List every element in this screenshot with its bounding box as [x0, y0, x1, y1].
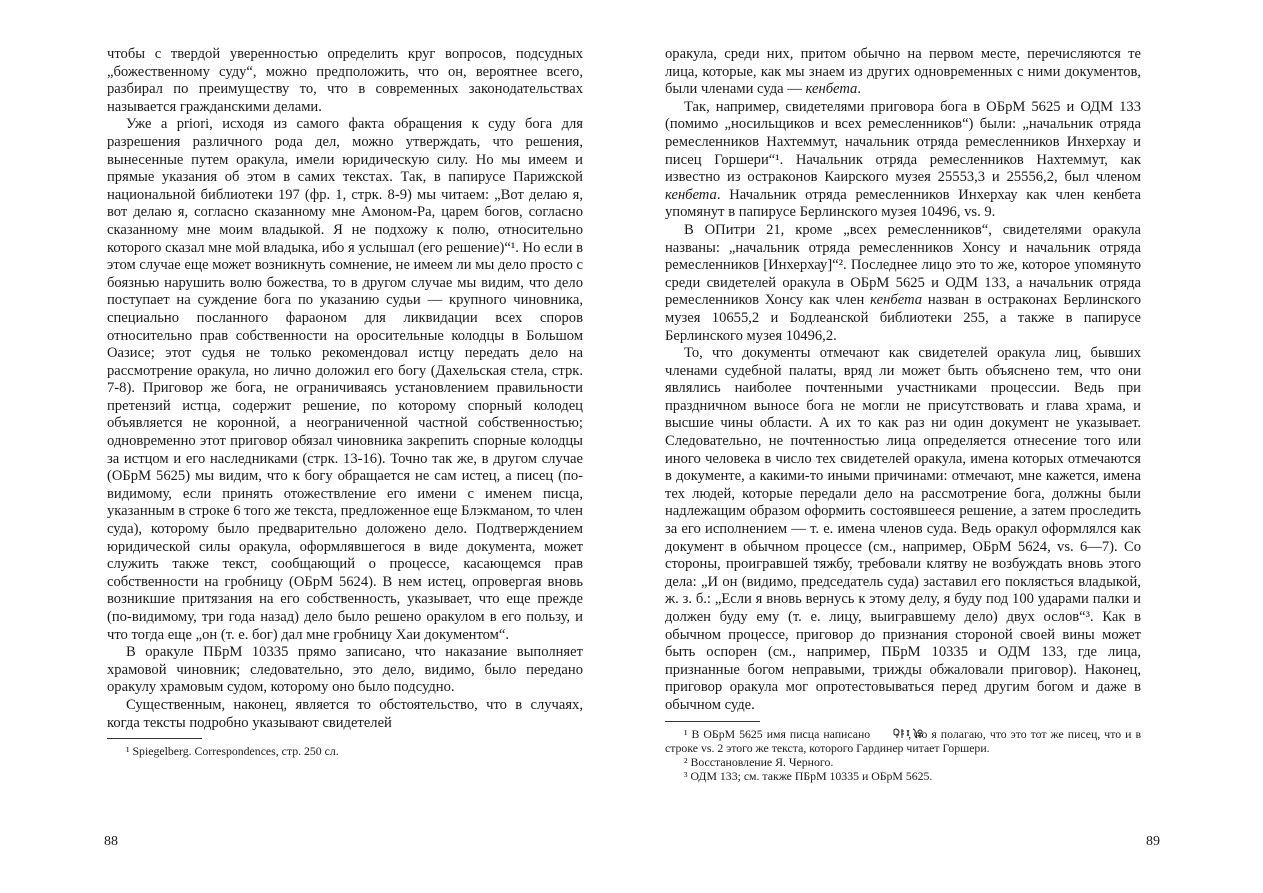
page-number-right: 89: [1146, 834, 1160, 849]
page-number-left: 88: [104, 834, 118, 849]
footnotes: [665, 727, 1141, 783]
paragraph: В оракуле ПБрМ 10335 прямо записано, что наказание выполняет храмовой чиновник; следовательно, это дело, видимо, было передано оракулу храмовым судом, которому оно было подсудно.: [107, 644, 583, 696]
footnotes: [107, 744, 583, 758]
hieroglyph-name-icon: [874, 728, 908, 739]
paragraph: То, что документы отмечают как свидетелей оракула лиц, бывших членами судебной палаты, вряд ли может быть объяснено тем, что они являлись наиболее почтенными участниками процессии. Ведь при праздничном выносе бога не могли не присутствовать и глава храма, и высшие чины области. А их то как раз ни один документ не указывает. Следовательно, не почтенностью лица определяется отнесение того или иного человека в число тех свидетелей оракула, имена которых отмечаются в документе, а какими-то иными причинами: отмечают, мне кажется, имена тех людей, которые передали дело на рассмотрение бога, должны были надлежащим образом оформить состоявшееся решение, а затем проследить за его исполнением — т. е. имена членов суда. Ведь оракул оформлялся как документ в обычном процессе (см., например, ОБрМ 5624, vs. 6—7). Со стороны, проигравшей тяжбу, требовали клятву не возбуждать вновь этого дела: „И он (видимо, председатель суда) заставил его поклясться владыкой, ж. з. б.: „Если я вновь вернусь к этому делу, я буду под 100 ударами палки и должен буду ему (т. е. лицу, выигравшему дело) двух ослов“³. Как в обычном процессе, приговор до признания стороной своей вины может быть оспорен (см., например, ПБрМ 10335 и ОДМ 133, где лица, признанные богом неправыми, трижды обжаловали приговор). Наконец, приговор оракула мог опротестовываться перед другим богом и даже в обычном суде.: [665, 345, 1141, 713]
paragraph: чтобы с твердой уверенностью определить круг вопросов, подсудных „божественному суду“, можно предположить, что он, вероятнее всего, разбирал по преимуществу то, что в современных законодательствах называется гражданскими делами.: [107, 46, 583, 115]
footnote: ² Восстановление Я. Черного.: [684, 754, 834, 769]
footnote-divider: [665, 721, 760, 722]
footnote: ¹ Spiegelberg. Correspondences, стр. 250 сл.: [126, 744, 339, 759]
footnote: ³ ОДМ 133; см. также ПБрМ 10335 и ОБрМ 5625.: [684, 768, 933, 783]
right-page: [665, 46, 1141, 846]
footnote-divider: [107, 738, 202, 739]
footnote: ¹ В ОБрМ 5625 имя писца написано , но я полагаю, что это тот же писец, что и в строке vs. 2 этого же текста, которого Гардинер читает Горшери.: [665, 726, 1142, 755]
left-page: [107, 46, 583, 846]
paragraph: оракула, среди них, притом обычно на первом месте, перечисляются те лица, которые, как мы знаем из других одновременных с ними документов, были членами суда — кенбета.: [665, 46, 1141, 98]
paragraph: В ОПитри 21, кроме „всех ремесленников“, свидетелями оракула названы: „начальник отряда ремесленников Хонсу и начальник отряда ремесленников [Инхерхау]“². Последнее лицо это то же, которое упомянуто среди свидетелей оракула в ОБрМ 5625 и ОДМ 133, а начальник отряда ремесленников Хонсу как член кенбета назван в остраконах Берлинского музея 10655,2 и Бодлеанской библиотеки 255, а также в папирусе Берлинского музея 10496,2.: [665, 221, 1141, 344]
paragraph: Существенным, наконец, является то обстоятельство, что в случаях, когда тексты подробно указывают свидетелей: [107, 696, 583, 731]
paragraph: Уже a priori, исходя из самого факта обращения к суду бога для разрешения различного рода дел, можно утверждать, что решения, вынесенные путем оракула, имели юридическую силу. Но мы имеем и прямые указания об этом в самих текстах. Так, в папирусе Парижской национальной библиотеки 197 (фр. 1, стрк. 8-9) мы читаем: „Вот делаю я, вот делаю я, согласно сказанному мне Амоном-Ра, царем богов, согласно сказанному мне моим владыкой. Я не подхожу к полю, относительно которого сказал мне мой владыка, ибо я услышал (его решение)“¹. Но если в этом случае еще может возникнуть сомнение, не имеем ли мы дело просто с боязнью нарушить волю божества, то в другом случае мы видим, что дело поступает на суждение бога по указанию судьи — крупного чиновника, специально посланного фараоном для ликвидации всех споров относительно прав собственности на оросительные колодцы в Большом Оазисе; этот судья не только рекомендовал истцу передать дело на рассмотрение оракула, но лично доложил его богу (Дахельская стела, стрк. 7-8). Приговор же бога, не ограничиваясь установлением правильности претензий истца, содержит решение, по которому спорный колодец объявляется не коронной, а неограниченной частной собственностью; одновременно этот приговор обязал чиновника закрепить спорные колодцы за истцом и его наследниками (стрк. 13-16). Точно так же, в другом случае (ОБрМ 5625) мы видим, что к богу обращается не сам истец, а писец (по-видимому, если принять отожествление его имени с именем писца, указанным в строке 6 того же текста, предложенное еще Блэкманом, то член суда), которому было предварительно доложено дело. Подтверждением юридической силы оракула, оформлявшегося в виде документа, может служить также текст, сообщающий о процессе, касающемся прав собственности на гробницу (ОБрМ 5624). В нем истец, опровергая вновь возникшие притязания на его собственность, указывает, что еще прежде (по-видимому, три года назад) дело было решено оракулом в его пользу, и что тогда еще „он (т. е. бог) дал мне гробницу Хаи документом“.: [107, 116, 583, 643]
paragraph: Так, например, свидетелями приговора бога в ОБрМ 5625 и ОДМ 133 (помимо „носильщиков и всех ремесленников“) были: „начальник отряда ремесленников Нахтеммут, начальник отряда ремесленников Инхерхау и писец Горшери“¹. Начальник отряда ремесленников Нахтеммут, как известно из остраконов Каирского музея 25553,3 и 25556,2, был членом кенбета. Начальник отряда ремесленников Инхерхау как член кенбета упомянут в папирусе Берлинского музея 10496, vs. 9.: [665, 98, 1141, 221]
